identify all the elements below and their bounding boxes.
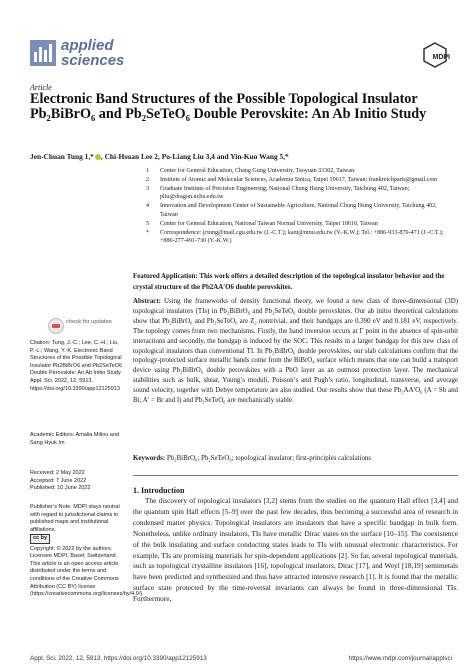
article-type: Article (30, 83, 52, 92)
publisher-name: MDPI (432, 54, 450, 61)
cc-license-icon[interactable]: cc by (30, 534, 50, 544)
section-heading: 1. Introduction (133, 486, 185, 495)
author: Yin-Kuo Wang 5,* (230, 152, 289, 161)
license-block: cc by Copyright: © 2022 by the authors. Licensee MDPI, Basel, Switzerland. This article is an open access article distributed under the terms and conditions of the Creative Commons Attribution (CC BY) license (https://creativecommons.org/licenses/by/4.0/). (30, 535, 144, 598)
publication-dates: Received: 2 May 2022 Accepted: 7 June 2022 Published: 10 June 2022 (30, 470, 91, 492)
publisher-note: Publisher’s Note: MDPI stays neutral with regard to jurisdictional claims in published maps and institutional affiliations. (30, 504, 120, 533)
author: Po-Liang Liu 3,4 (161, 152, 215, 161)
section-divider (133, 475, 458, 476)
introduction-text: The discovery of topological insulators [3,2] stems from the studies on the quantum Hall effect [3,4] and the quantum spin Hall effects [5–9] over the past few decades, thus becoming a successful area of research in condensed matter physics. Topological insulators are insulators that have a specific bandgap in bulk form. Nonetheless, unlike ordinary insulators, TIs have metallic Dirac states on the surface [10–15]. The coexistence of the bulk insulating and surface conducting states leads to TIs with unusual electronic characteristics. For example, TIs are promising materials for spin-dependent applications [2]. So far, several topological materials, such as topological crystalline insulators [16], topological insulators, Dirac [17], and Weyl [18,19] semimetals have been predicted and synthesized and thus have attracted intensive research [1]. It is found that the metallic surface state protected by the time-reversal invariants can always be found in three-dimensional TIs. Furthermore, (133, 496, 458, 604)
citation-block: Citation: Tung, J.-C.; Lee, C.-H.; Liu, P.-L.; Wang, Y.-K. Electronic Band Structures of the Possible Topological Insulator Pb2BiBrO6 and Pb2SeTeO6 Double Perovskite: An Ab Initio Study. Appl. Sci. 2022, 12, 5913. https://doi.org/10.3390/app12125913 (30, 340, 123, 392)
academic-editors: Academic Editors: Amalia Miliou and Sang Hyuk Im (30, 432, 119, 446)
author-list: Jen-Chuan Tung 1,* , Chi-Hsuan Lee 2, Po-Liang Liu 3,4 and Yin-Kuo Wang 5,* (30, 152, 289, 161)
author: Jen-Chuan Tung 1,* (30, 152, 94, 161)
paper-title: Electronic Band Structures of the Possible Topological Insulator Pb₂BiBrO₆ and Pb₂SeTeO₆ Double Perovskite: An Ab Initio Study (30, 91, 427, 122)
journal-logo-icon (30, 40, 56, 66)
author: Chi-Hsuan Lee 2 (104, 152, 158, 161)
footer-citation[interactable]: Appl. Sci. 2022, 12, 5913. https://doi.org/10.3390/app12125913 (30, 655, 207, 662)
orcid-icon[interactable] (95, 154, 101, 160)
abstract: Abstract: Using the frameworks of density functional theory, we found a new class of three-dimensional (3D) topological insulators (TIs) in Pb₂BiBrO₆ and Pb₂SeTeO₆ double perovskites. Our ab initio theoretical calculations show that Pb₂BiBrO₆ and Pb₂SeTeO₆ are Z₂ nontrivial, and their bandgaps are 0.390 eV and 0.181 eV, respectively. The topology comes from two mechanisms. Firstly, the band inversion occurs at Γ point in the absence of spin-orbit interactions and secondly, the bandgap is induced by the SOC. This results in a larger bandgap for this new class of topological insulators than conventional TI. In Pb₂BiBrO₆ double perovskites, our slab calculations confirm that the topology-protected surface metallic bands come from the BiBrO₄ surface which means that one can build a transport device using Pb₂BiBrO₆ double perovskites with a PbO layer as an outmost protection layer. The mechanical stabilities such as bulk, shear, Young’s moduli, Poisson’s and Pugh’s ratio, longitudinal, transverse, and average sound velocity, together with Debye temperature are also studied. Our results show that these Pb₂AA′O₆ (A = Sb and Bi; A′ = Br and I) and Pb₂SeTeO₆ are mechanically stable. (133, 298, 458, 405)
keywords: Keywords: Pb₂BiBrO₆; Pb₂SeTeO₆; topological insulator; first-principles calculations (133, 455, 372, 462)
journal-name: applied sciences (61, 37, 125, 69)
affiliations: 1 Center for General Education, Chang Gung University, Taoyuan 33302, Taiwan 2 Institute of Atomic and Molecular Sciences, Academia Sinica, Taipei 10617, Taiwan; frankreichparis@gmail.com 3 Graduate Institute of Precision Engineering, National Chung Hsing University, Taichung 402, Taiwan; pliu@dragon.nchu.edu.tw 4 Innovation and Development Center of Sustainable Agriculture, National Chung Hsing University, Taichung 402, Taiwan 5 Center for General Education, National Taiwan Normal University, Taipei 10610, Taiwan * Correspondence: jctung@mail.cgu.edu.tw (J.-C.T.); kant@ntnu.edu.tw (Y.-K.W.); Tel.: +886-933-879-471 (J.-C.T.); +886-277-491-730 (Y.-K.W.) (146, 168, 444, 245)
featured-application: Featured Application: This work offers a detailed description of the topological insulator behavior and the crystal structure of the Pb2AA′O6 double perovskites. (133, 273, 445, 291)
update-badge-icon (48, 318, 64, 334)
footer-journal-link[interactable]: https://www.mdpi.com/journal/applsci (348, 655, 452, 662)
